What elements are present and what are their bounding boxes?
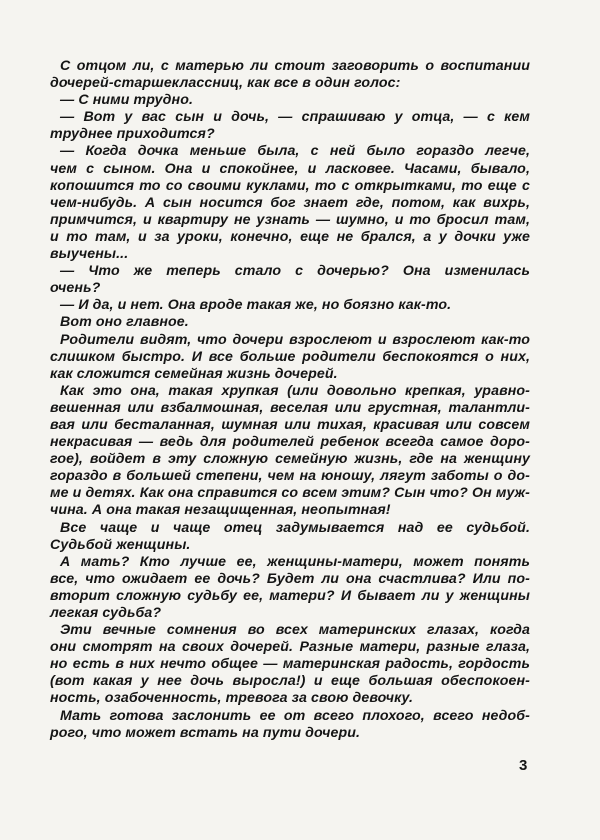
text-line: — С ними трудно. xyxy=(60,92,194,109)
text-line: Эти вечные сомнения во всех материнских глазах, когда xyxy=(60,622,530,639)
text-line: Мать готова заслонить ее от всего плохого, всего недоб- xyxy=(60,707,530,724)
text-line: ме и детях. Как она справится со всем этим? Сын что? Он муж- xyxy=(50,485,530,502)
text-line: Родители видят, что дочери взрослеют и взрослеют как-то xyxy=(60,331,530,348)
text-line: и то там, и за уроки, конечно, еще не брался, а у дочки уже xyxy=(50,228,530,245)
text-line: Все чаще и чаще отец задумывается над ее судьбой. xyxy=(60,519,530,536)
text-line: они смотрят на своих дочерей. Разные матери, разные глаза, xyxy=(50,639,530,656)
text-line: выучены... xyxy=(50,246,129,263)
text-line: вторит сложную судьбу ее, матери? И бывает ли у женщины xyxy=(50,587,530,604)
text-line: слишком быстро. И все больше родители беспокоятся о них, xyxy=(50,348,530,365)
text-line: гое), войдет в эту сложную семейную жизнь, где на женщину xyxy=(50,451,530,468)
text-line: дочерей-старшеклассниц, как все в один голос: xyxy=(50,75,401,92)
text-line: легкая судьба? xyxy=(50,605,162,621)
text-line: — И да, и нет. Она вроде такая же, но боязно как-то. xyxy=(60,297,452,314)
text-line: Вот оно главное. xyxy=(60,314,189,331)
text-line: А мать? Кто лучше ее, женщины-матери, может понять xyxy=(60,553,530,570)
text-line: Судьбой женщины. xyxy=(50,536,191,553)
text-line: — Когда дочка меньше была, с ней было гораздо легче, xyxy=(60,143,530,160)
text-line: но есть в них нечто общее — материнская радость, гордость xyxy=(50,656,530,673)
text-line: — Что же теперь стало с дочерью? Она изменилась xyxy=(60,263,530,280)
text-line: как сложится семейная жизнь дочерей. xyxy=(50,365,338,382)
page-body xyxy=(50,58,530,758)
text-line: — Вот у вас сын и дочь, — спрашиваю у отца, — с кем xyxy=(60,109,530,126)
text-line: вая или бесталанная, шумная или тихая, красивая или совсем xyxy=(50,416,530,433)
text-line: очень? xyxy=(50,280,101,297)
page-number: 3 xyxy=(519,757,528,774)
text-line: С отцом ли, с матерью ли стоит заговорить о воспитании xyxy=(60,58,530,74)
text-line: все, что ожидает ее дочь? Будет ли она счастлива? Или по- xyxy=(50,570,530,587)
text-line: ность, озабоченность, тревога за свою девочку. xyxy=(50,690,414,707)
text-line: рого, что может встать на пути дочери. xyxy=(50,724,361,741)
text-line: чем-нибудь. А сын носится бог знает где, потом, как вихрь, xyxy=(50,194,530,211)
text-line: примчится, и квартиру не узнать — шумно, и то бросил там, xyxy=(50,211,530,228)
text-line: чина. А она такая незащищенная, неопытная! xyxy=(50,502,391,519)
text-line: копошится то со своими куклами, то с открытками, то еще с xyxy=(50,177,530,194)
text-line: (вот какая у нее дочь выросла!) и еще большая обеспокоен- xyxy=(50,673,530,690)
text-line: некрасивая — ведь для родителей ребенок всегда самое доро- xyxy=(50,434,530,451)
text-line: гораздо в большей степени, чем на юношу, лягут заботы о до- xyxy=(50,468,530,485)
text-line: Как это она, такая хрупкая (или довольно крепкая, уравно- xyxy=(60,382,530,399)
text-line: труднее приходится? xyxy=(50,126,215,143)
text-line: вешенная или взбалмошная, веселая или грустная, талантли- xyxy=(50,399,530,416)
text-line: чем с сыном. Она и спокойнее, и ласковее. Часами, бывало, xyxy=(50,160,530,177)
